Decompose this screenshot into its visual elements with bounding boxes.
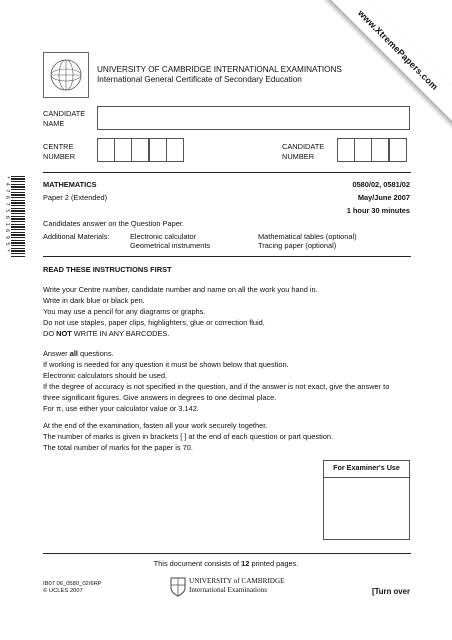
paper-name: Paper 2 (Extended) xyxy=(43,193,108,202)
candidate-number-label-2: NUMBER xyxy=(282,152,315,161)
centre-number-cell[interactable] xyxy=(114,138,132,162)
questions-text: questions. xyxy=(77,349,114,358)
subject-title: MATHEMATICS xyxy=(43,180,97,189)
instruction-line: If the degree of accuracy is not specified in the question, and if the answer is not exact, give the answer to xyxy=(43,382,390,391)
instruction-line: Electronic calculators should be used. xyxy=(43,371,168,380)
examiner-use-label: For Examiner's Use xyxy=(333,463,400,472)
material-tracing: Tracing paper (optional) xyxy=(258,241,337,250)
instruction-line: If working is needed for any question it must be shown below that question. xyxy=(43,360,289,369)
centre-number-boxes[interactable] xyxy=(97,138,183,162)
document-code: IB07 06_0580_02/6RP xyxy=(43,581,102,587)
candidate-number-boxes[interactable] xyxy=(337,138,406,162)
centre-number-cell[interactable] xyxy=(131,138,149,162)
material-calculator: Electronic calculator xyxy=(130,232,197,241)
centre-number-cell[interactable] xyxy=(166,138,184,162)
examiner-use-divider xyxy=(324,477,409,478)
candidate-name-field[interactable] xyxy=(97,106,410,130)
candidate-name-label-1: CANDIDATE xyxy=(43,109,86,118)
all-emphasis: all xyxy=(69,349,78,358)
instruction-line: At the end of the examination, fasten all your work securely together. xyxy=(43,421,268,430)
instruction-line-barcodes xyxy=(43,328,318,339)
crest-icon xyxy=(170,577,186,597)
globe-icon xyxy=(44,53,88,97)
centre-number-label-1: CENTRE xyxy=(43,142,74,151)
divider-middle xyxy=(43,256,411,257)
page-count: 12 xyxy=(241,559,250,568)
globe-logo xyxy=(43,52,89,98)
instructions-heading: READ THESE INSTRUCTIONS FIRST xyxy=(43,265,172,274)
certificate-name: International General Certificate of Secondary Education xyxy=(97,75,302,84)
instruction-line: The total number of marks for the paper is 70. xyxy=(43,443,193,452)
centre-number-cell[interactable] xyxy=(149,138,167,162)
cambridge-logo xyxy=(170,576,290,598)
divider-top xyxy=(43,172,411,173)
answer-note: Candidates answer on the Question Paper. xyxy=(43,219,184,228)
candidate-name-label-2: NAME xyxy=(43,119,65,128)
syllabus-codes: 0580/02, 0581/02 xyxy=(352,180,410,189)
instruction-line-answer xyxy=(43,348,389,359)
barcode-digits: * 4 7 6 7 5 6 1 6 9 5 * xyxy=(4,176,10,253)
instruction-line: Write in dark blue or black pen. xyxy=(43,296,145,305)
university-name: UNIVERSITY OF CAMBRIDGE INTERNATIONAL EXAMINATIONS xyxy=(97,65,342,74)
instructions-block-3 xyxy=(43,420,333,453)
exam-session: May/June 2007 xyxy=(357,193,410,202)
candidate-number-cell[interactable] xyxy=(389,138,407,162)
divider-bottom xyxy=(43,553,411,554)
copyright: © UCLES 2007 xyxy=(43,588,83,594)
material-geometry: Geometrical instruments xyxy=(130,241,211,250)
candidate-number-label-1: CANDIDATE xyxy=(282,142,325,151)
exam-duration: 1 hour 30 minutes xyxy=(346,206,410,215)
candidate-number-cell[interactable] xyxy=(337,138,355,162)
instructions-block-1 xyxy=(43,284,318,339)
candidate-number-cell[interactable] xyxy=(371,138,389,162)
page-count-note xyxy=(0,559,452,569)
logo-line-2: International Examinations xyxy=(189,586,268,594)
barcodes-text: WRITE IN ANY BARCODES. xyxy=(71,329,170,338)
logo-line-1: UNIVERSITY of CAMBRIDGE xyxy=(189,577,285,585)
instruction-line: Do not use staples, paper clips, highlighters, glue or correction fluid. xyxy=(43,318,265,327)
instructions-block-2 xyxy=(43,348,389,414)
printed-pages-text: printed pages. xyxy=(249,559,299,568)
turn-over: [Turn over xyxy=(372,587,410,596)
not-emphasis: NOT xyxy=(56,329,72,338)
barcode xyxy=(11,176,25,258)
centre-number-cell[interactable] xyxy=(97,138,115,162)
watermark-text: www.XtremePapers.com xyxy=(356,8,440,92)
consists-text: This document consists of xyxy=(153,559,242,568)
examiner-use-box xyxy=(323,460,410,540)
candidate-number-cell[interactable] xyxy=(354,138,372,162)
instruction-line: You may use a pencil for any diagrams or graphs. xyxy=(43,307,206,316)
material-tables: Mathematical tables (optional) xyxy=(258,232,357,241)
instruction-line: three significant figures. Give answers in degrees to one decimal place. xyxy=(43,393,277,402)
materials-label: Additional Materials: xyxy=(43,232,110,241)
do-text: DO xyxy=(43,329,57,338)
instruction-line: The number of marks is given in brackets [ ] at the end of each question or part question. xyxy=(43,432,334,441)
centre-number-label-2: NUMBER xyxy=(43,152,76,161)
instruction-line: For π, use either your calculator value or 3.142. xyxy=(43,404,199,413)
answer-text: Answer xyxy=(43,349,70,358)
instruction-line: Write your Centre number, candidate number and name on all the work you hand in. xyxy=(43,285,318,294)
